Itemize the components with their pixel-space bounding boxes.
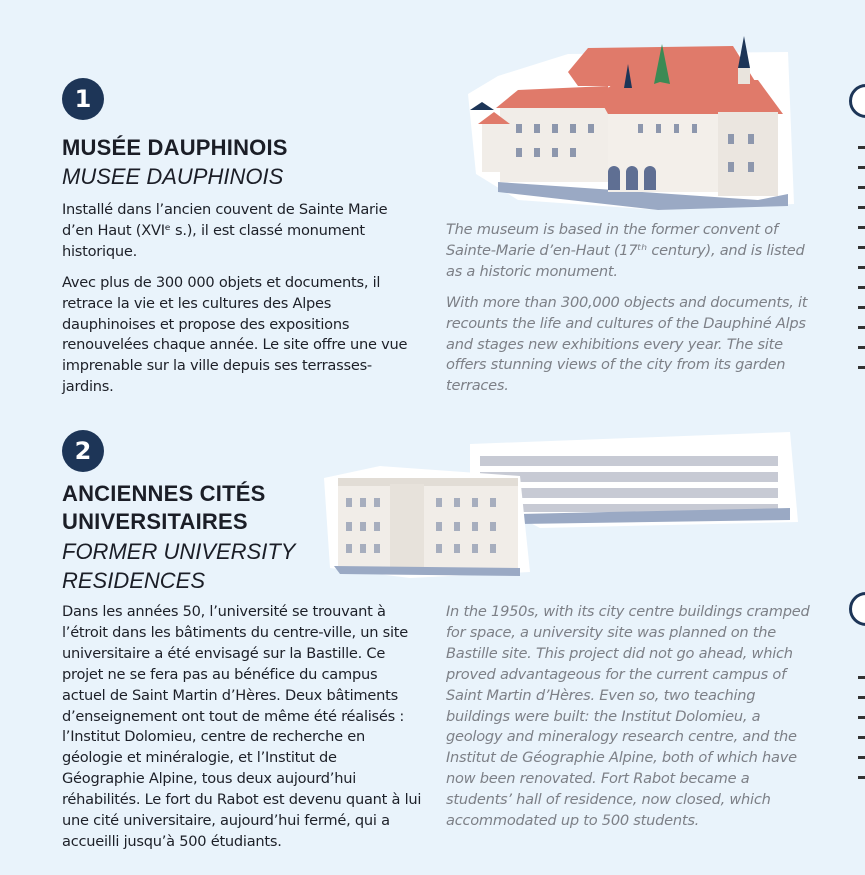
paragraph-fr: Installé dans l’ancien couvent de Sainte Marie d’en Haut (XVIᵉ s.), il est classé monument historique. xyxy=(62,201,388,260)
paragraph-en: With more than 300,000 objects and documents, it recounts the life and cultures of the Dauphiné Alps and stages new exhibitions every year. The site offers stunning views of the city from its garden terraces. xyxy=(446,293,808,395)
section-title-en-line-2: RESIDENCES xyxy=(62,568,206,593)
paragraph-fr: Dans les années 50, l’université se trouvant à l’étroit dans les bâtiments du centre-ville, un site universitaire a été envisagé sur la Bastille. Ce projet ne se fera pas au bénéfice du campus actuel de Saint Martin d’Hères. Deux bâtiments d’enseignement ont tout de même été réalisés : l’Institut Dolomieu, centre de recherche en géologie et minéralogie, et l’Institut de Géographie Alpine, tous deux aujourd’hui réhabilités. Le fort du Rabot est devenu quant à lui une cité universitaire, aujourd’hui fermé, qui a accueilli jusqu’à 500 étudiants. xyxy=(62,603,422,850)
section-text-en xyxy=(446,602,816,842)
section-title-fr-line-1: ANCIENNES CITÉS xyxy=(62,481,266,506)
section-number-badge xyxy=(62,430,104,472)
section-title-en-line-1: FORMER UNIVERSITY xyxy=(62,539,296,564)
cropped-column-edge xyxy=(858,146,865,406)
paragraph-en: In the 1950s, with its city centre buildings cramped for space, a university site was planned on the Bastille site. This project did not go ahead, which proved advantageous for the current campus of Saint Martin d’Hères. Even so, two teaching buildings were built: the Institut Dolomieu, a geology and mineralogy research centre, and the Institut de Géographie Alpine, both of which have now been renovated. Fort Rabot became a students’ hall of residence, now closed, which accommodated up to 500 students. xyxy=(446,603,810,830)
section-number: 1 xyxy=(74,85,92,113)
next-section-badge-edge xyxy=(849,84,865,118)
section-number: 2 xyxy=(74,437,92,465)
next-section-badge-edge xyxy=(849,592,865,626)
section-title-fr-line-2: UNIVERSITAIRES xyxy=(62,509,248,534)
section-text-fr xyxy=(62,602,422,863)
section-number-badge xyxy=(62,78,104,120)
section-title-fr: MUSÉE DAUPHINOIS xyxy=(62,135,288,160)
paragraph-fr: Avec plus de 300 000 objets et documents, il retrace la vie et les cultures des Alpes dauphinoises et propose des expositions renouvelées chaque année. Le site offre une vue imprenable sur la ville depuis ses terrasses-jardins. xyxy=(62,273,408,396)
cropped-column-edge xyxy=(858,676,865,826)
section-text-en xyxy=(446,220,816,407)
section-title-en: MUSEE DAUPHINOIS xyxy=(62,164,284,189)
section-text-fr xyxy=(62,200,422,408)
museum-illustration xyxy=(458,24,798,214)
university-illustration xyxy=(320,432,800,582)
paragraph-en: The museum is based in the former convent of Sainte-Marie d’en-Haut (17ᵗʰ century), and is listed as a historic monument. xyxy=(446,221,805,280)
